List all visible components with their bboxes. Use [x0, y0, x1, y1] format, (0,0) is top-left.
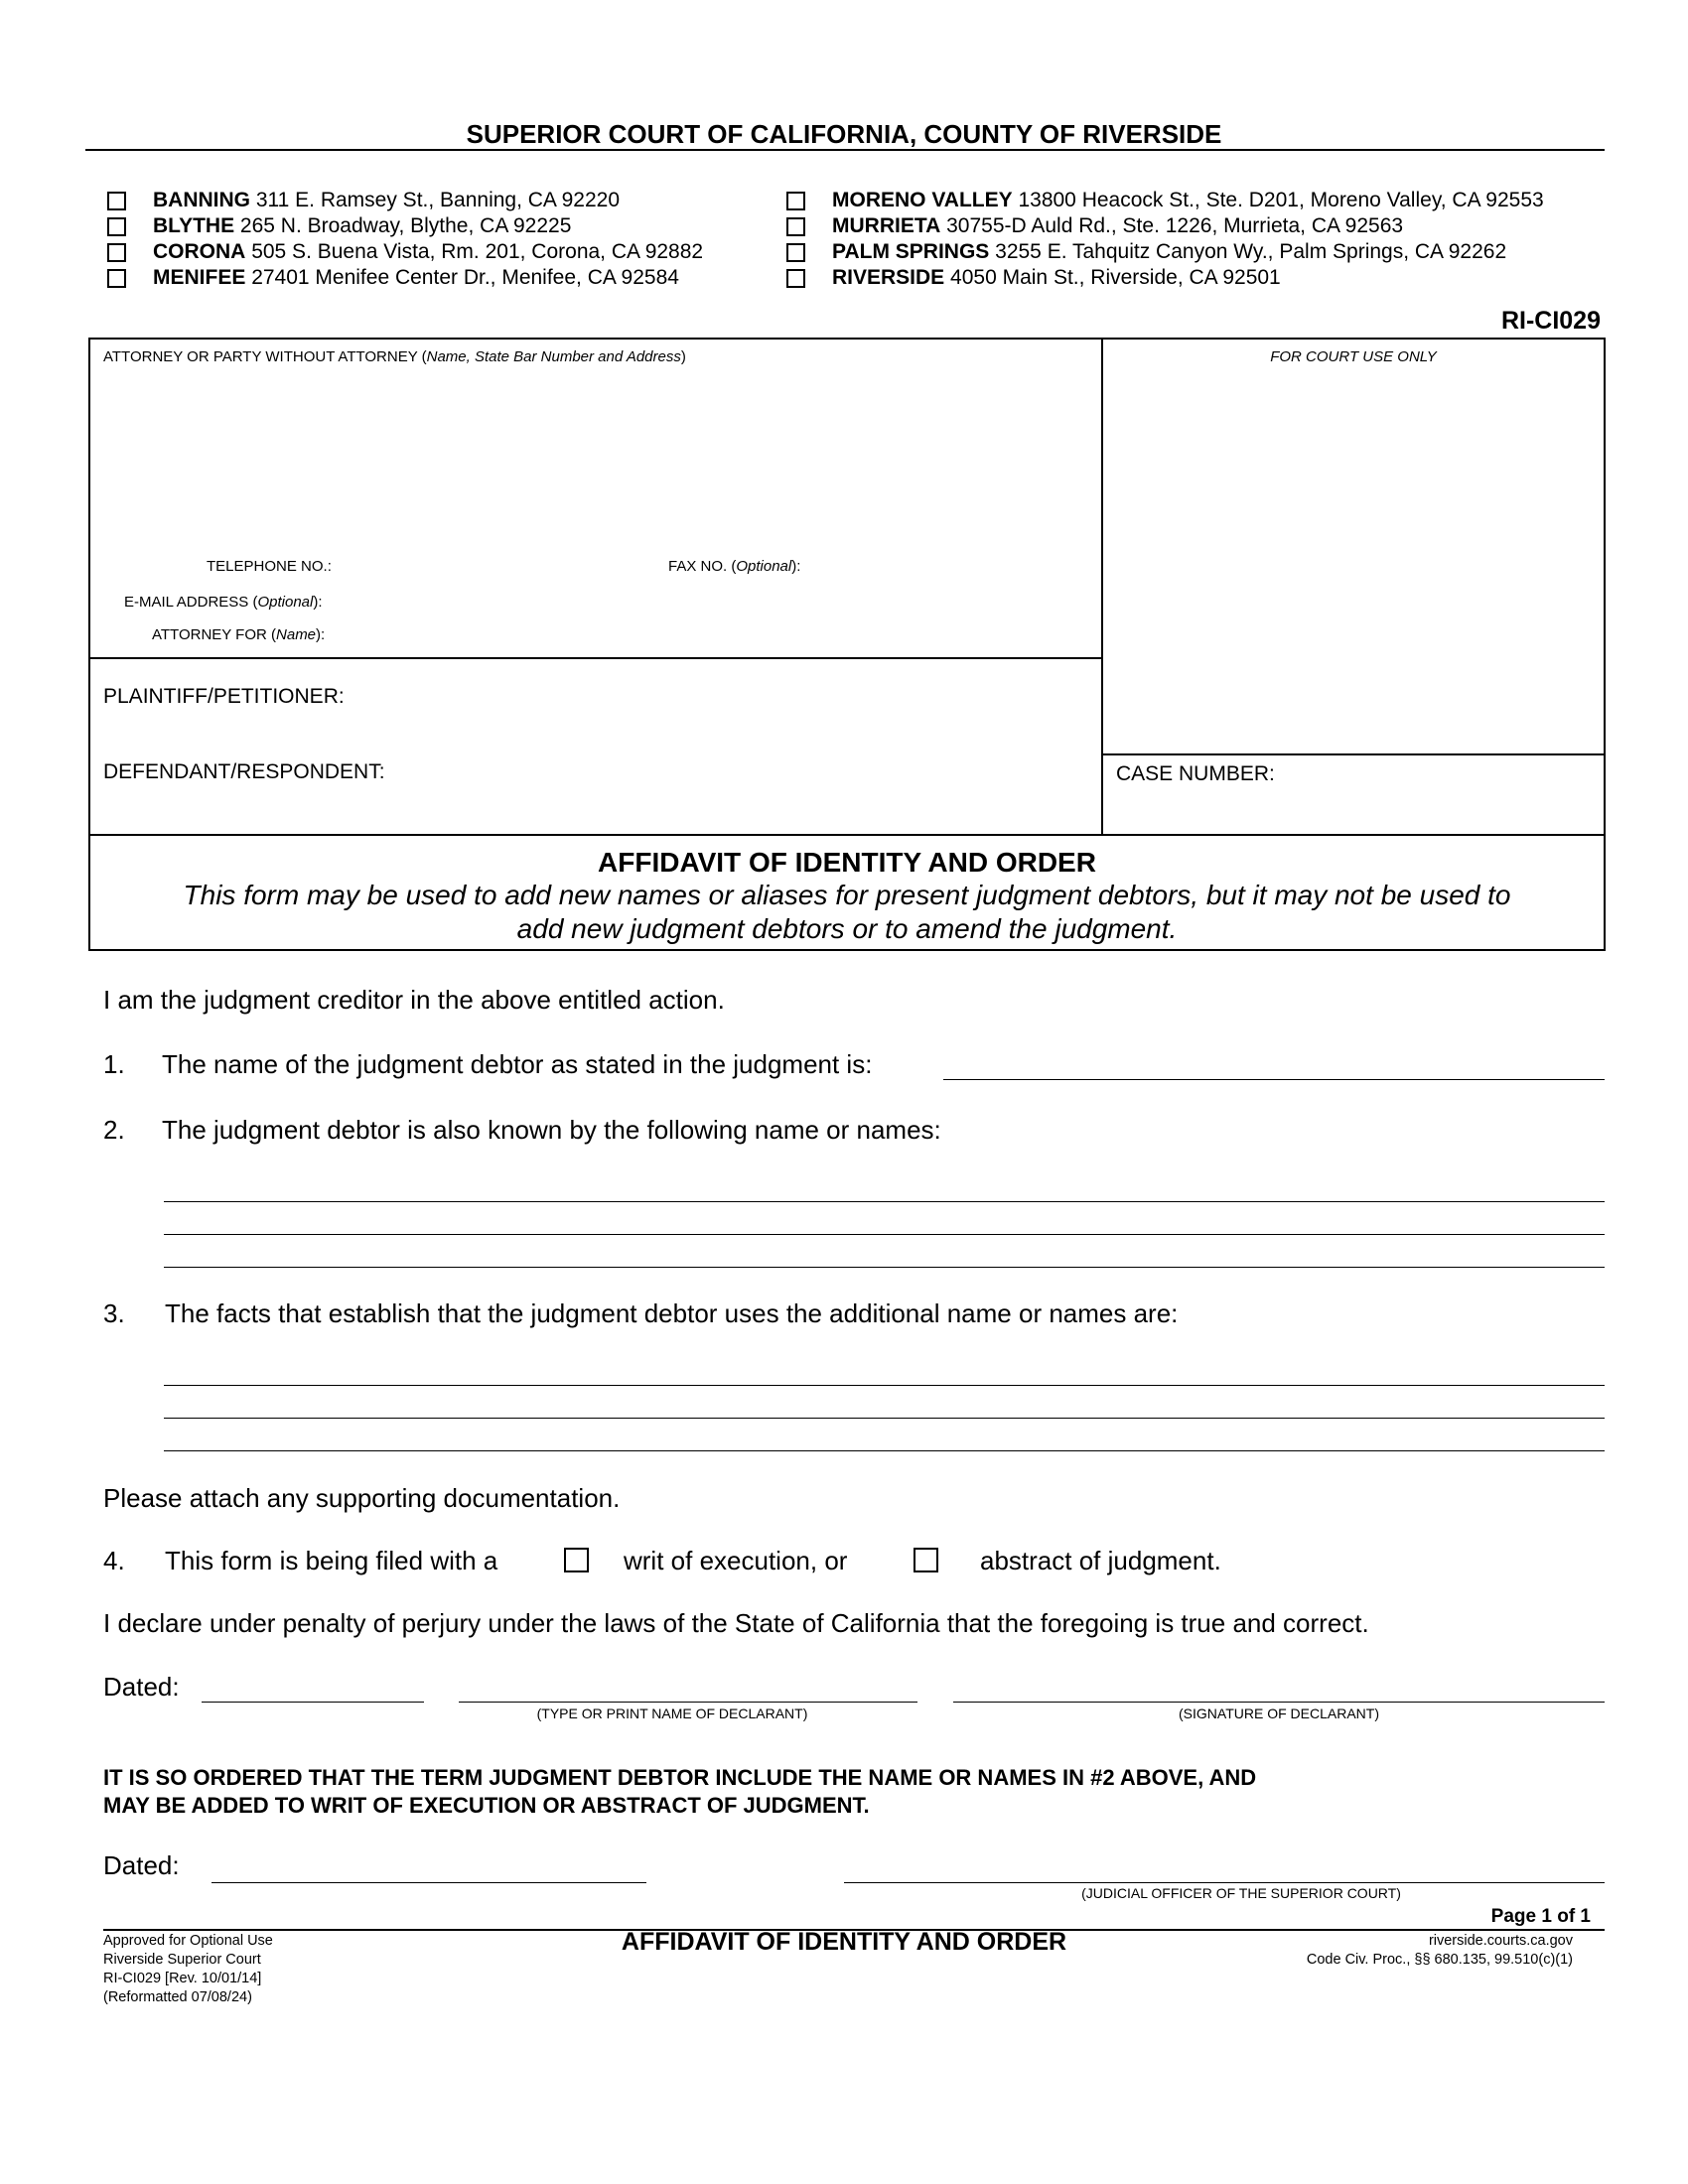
checkbox-abstract-of-judgment[interactable]	[914, 1548, 938, 1572]
writ-of-execution-label: writ of execution, or	[624, 1546, 848, 1575]
footer-left-line-2: Riverside Superior Court	[103, 1952, 261, 1968]
checkbox-menifee[interactable]	[107, 269, 126, 288]
facts-line-3[interactable]	[164, 1450, 1605, 1451]
declarant-name-caption: (TYPE OR PRINT NAME OF DECLARANT)	[536, 1706, 808, 1721]
item-1-text: The name of the judgment debtor as stated in the judgment is:	[162, 1049, 873, 1079]
item-4-text: This form is being filed with a	[165, 1546, 498, 1575]
item-1-number: 1.	[103, 1049, 125, 1079]
plaintiff-label: PLAINTIFF/PETITIONER:	[103, 685, 345, 708]
court-palm-springs: PALM SPRINGS 3255 E. Tahquitz Canyon Wy., Palm Springs, CA 92262	[832, 240, 1507, 263]
item-3-text: The facts that establish that the judgment debtor uses the additional name or names are:	[165, 1298, 1179, 1328]
form-number: RI-CI029	[1500, 307, 1601, 335]
court-use-label: FOR COURT USE ONLY	[1270, 348, 1437, 365]
case-number-label: CASE NUMBER:	[1116, 762, 1275, 785]
footer-court-website: riverside.courts.ca.gov	[1428, 1933, 1573, 1949]
abstract-of-judgment-label: abstract of judgment.	[980, 1546, 1221, 1575]
checkbox-blythe[interactable]	[107, 217, 126, 236]
footer-title: AFFIDAVIT OF IDENTITY AND ORDER	[621, 1928, 1067, 1956]
checkbox-banning[interactable]	[107, 192, 126, 210]
declaration-text: I declare under penalty of perjury under the laws of the State of California that the foregoing is true and correct.	[103, 1608, 1369, 1638]
checkbox-writ-of-execution[interactable]	[564, 1548, 589, 1572]
defendant-input[interactable]	[407, 756, 1082, 786]
plaintiff-input[interactable]	[367, 681, 1082, 711]
checkbox-moreno-valley[interactable]	[786, 192, 805, 210]
attorney-for-label: ATTORNEY FOR (Name):	[152, 626, 326, 643]
email-input[interactable]	[352, 590, 1077, 612]
declarant-signature-line[interactable]	[953, 1702, 1605, 1703]
email-label: E-MAIL ADDRESS (Optional):	[124, 594, 323, 611]
judicial-officer-line[interactable]	[844, 1882, 1605, 1883]
facts-line-1[interactable]	[164, 1385, 1605, 1386]
page-number: Page 1 of 1	[1490, 1906, 1591, 1927]
facts-line-2[interactable]	[164, 1418, 1605, 1419]
footer-right	[1307, 1932, 1573, 1970]
item-3-number: 3.	[103, 1298, 125, 1328]
item-4-number: 4.	[103, 1546, 125, 1575]
court-banning: BANNING 311 E. Ramsey St., Banning, CA 92220	[153, 189, 621, 211]
caption-divider-title	[88, 834, 1606, 836]
footer-left-line-3: RI-CI029 [Rev. 10/01/14]	[103, 1971, 262, 1986]
attorney-label: ATTORNEY OR PARTY WITHOUT ATTORNEY (Name, State Bar Number and Address)	[103, 348, 686, 365]
checkbox-murrieta[interactable]	[786, 217, 805, 236]
dated-line[interactable]	[202, 1702, 424, 1703]
footer-code-citation: Code Civ. Proc., §§ 680.135, 99.510(c)(1)	[1306, 1952, 1573, 1968]
alias-line-3[interactable]	[164, 1267, 1605, 1268]
order-dated-line[interactable]	[211, 1882, 646, 1883]
header-rule	[85, 149, 1605, 151]
checkbox-riverside[interactable]	[786, 269, 805, 288]
alias-line-2[interactable]	[164, 1234, 1605, 1235]
declarant-signature-caption: (SIGNATURE OF DECLARANT)	[1179, 1706, 1379, 1721]
checkbox-palm-springs[interactable]	[786, 243, 805, 262]
declarant-name-line[interactable]	[459, 1702, 917, 1703]
form-subtitle-line-1: This form may be used to add new names or aliases for present judgment debtors, but it may not be used to	[183, 880, 1511, 910]
footer-left-line-4: (Reformatted 07/08/24)	[103, 1989, 252, 2005]
court-riverside: RIVERSIDE 4050 Main St., Riverside, CA 92501	[832, 266, 1281, 289]
order-dated-label: Dated:	[103, 1850, 180, 1880]
order-line-1: IT IS SO ORDERED THAT THE TERM JUDGMENT DEBTOR INCLUDE THE NAME OR NAMES IN #2 ABOVE, AND	[103, 1765, 1257, 1790]
debtor-name-line[interactable]	[943, 1079, 1605, 1080]
case-number-input[interactable]	[1116, 792, 1593, 826]
telephone-input[interactable]	[352, 554, 650, 576]
attorney-for-input[interactable]	[352, 622, 1077, 644]
telephone-label: TELEPHONE NO.:	[207, 558, 332, 575]
form-title: AFFIDAVIT OF IDENTITY AND ORDER	[598, 847, 1096, 878]
form-subtitle-line-2: add new judgment debtors or to amend the judgment.	[516, 913, 1178, 944]
footer-left	[103, 1932, 273, 2007]
checkbox-corona[interactable]	[107, 243, 126, 262]
caption-divider-parties	[88, 657, 1103, 659]
caption-divider-case	[1101, 753, 1606, 755]
item-2-number: 2.	[103, 1115, 125, 1145]
order-line-2: MAY BE ADDED TO WRIT OF EXECUTION OR ABSTRACT OF JUDGMENT.	[103, 1793, 870, 1818]
dated-label: Dated:	[103, 1672, 180, 1702]
fax-input[interactable]	[824, 554, 1082, 576]
footer-left-line-1: Approved for Optional Use	[103, 1933, 273, 1949]
alias-line-1[interactable]	[164, 1201, 1605, 1202]
court-corona: CORONA 505 S. Buena Vista, Rm. 201, Corona, CA 92882	[153, 240, 704, 263]
item-2-text: The judgment debtor is also known by the following name or names:	[162, 1115, 941, 1145]
intro-text: I am the judgment creditor in the above entitled action.	[103, 985, 725, 1015]
court-moreno-valley: MORENO VALLEY 13800 Heacock St., Ste. D201, Moreno Valley, CA 92553	[832, 189, 1544, 211]
court-blythe: BLYTHE 265 N. Broadway, Blythe, CA 92225	[153, 214, 572, 237]
court-menifee: MENIFEE 27401 Menifee Center Dr., Menifee, CA 92584	[153, 266, 679, 289]
caption-divider-vertical	[1101, 338, 1103, 834]
judicial-officer-caption: (JUDICIAL OFFICER OF THE SUPERIOR COURT)	[1081, 1885, 1401, 1901]
attach-note: Please attach any supporting documentation.	[103, 1483, 621, 1513]
court-title: SUPERIOR COURT OF CALIFORNIA, COUNTY OF RIVERSIDE	[466, 119, 1222, 149]
fax-label: FAX NO. (Optional):	[668, 558, 801, 575]
defendant-label: DEFENDANT/RESPONDENT:	[103, 760, 385, 783]
court-murrieta: MURRIETA 30755-D Auld Rd., Ste. 1226, Murrieta, CA 92563	[832, 214, 1404, 237]
attorney-input-area[interactable]	[103, 377, 1086, 546]
